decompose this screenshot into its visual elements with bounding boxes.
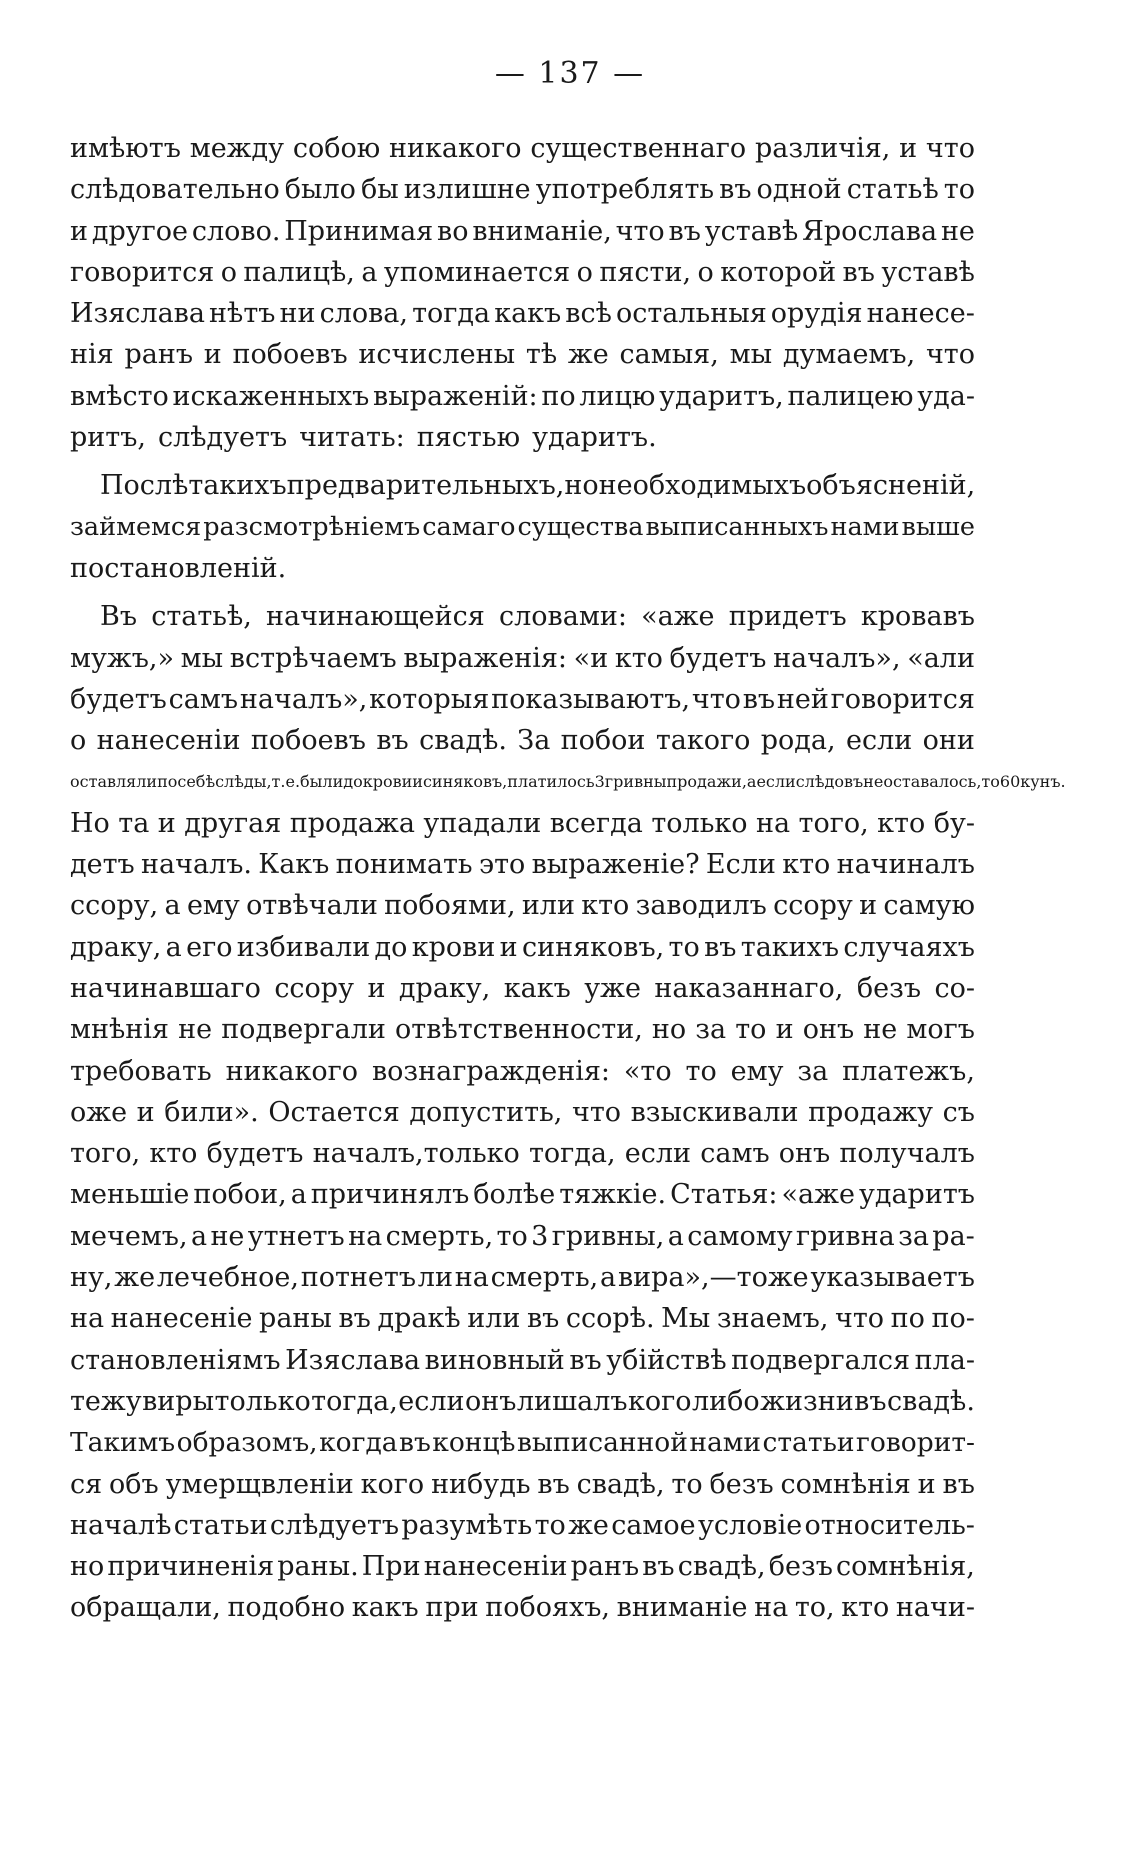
text-line: становленіямъ Изяслава виновный въ убійствѣ подвергался пла- (70, 1344, 975, 1376)
text-line: ритъ, слѣдуетъ читать: пястью ударитъ. (70, 422, 657, 454)
text-line: Въ статьѣ, начинающейся словами: «аже придетъ кровавъ (100, 601, 975, 633)
body-text (70, 128, 1066, 1629)
text-line: займемся разсмотрѣніемъ самаго существа выписанныхъ нами выше (70, 511, 975, 542)
text-line: обращали, подобно какъ при побояхъ, вниманіе на то, кто начи- (70, 1592, 975, 1624)
text-line: вмѣсто искаженныхъ выраженій: по лицю ударитъ, палицею уда- (70, 380, 975, 412)
text-line: началѣ статьи слѣдуетъ разумѣть то же самое условіе относитель- (70, 1509, 975, 1541)
text-line: будетъ самъ началъ», которыя показываютъ, что въ ней говорится (70, 683, 975, 715)
text-line: о нанесеніи побоевъ въ свадѣ. За побои такого рода, если они (70, 725, 975, 757)
text-line: оставляли по себѣ слѣды, т. е. были до крови и синяковъ, платилось 3 гривны продажи, а если слѣдовъ не оставалось, то 60 кунъ. (70, 772, 1066, 792)
text-line: Но та и другая продажа упадали всегда только на того, кто бу- (70, 807, 975, 839)
text-line: имѣютъ между собою никакого существеннаго различія, и что (70, 133, 975, 164)
text-line: ну, же лечебное, потнетъ ли на смерть, а вира»,—тоже указываетъ (70, 1262, 975, 1294)
text-line: на нанесеніе раны въ дракѣ или въ ссорѣ. Мы знаемъ, что по по- (70, 1303, 975, 1335)
text-line: мечемъ, а не утнетъ на смерть, то 3 гривны, а самому гривна за ра- (70, 1220, 975, 1252)
text-line: слѣдовательно было бы излишне употреблять въ одной статьѣ то (70, 174, 975, 206)
text-line: ся объ умерщвленіи кого нибудь въ свадѣ, то безъ сомнѣнія и въ (70, 1468, 975, 1500)
text-line: постановленій. (70, 552, 287, 584)
text-line: начинавшаго ссору и драку, какъ уже наказаннаго, безъ со- (70, 972, 975, 1004)
page-number: — 137 — (494, 56, 646, 91)
text-line: требовать никакого вознагражденія: «то то ему за платежъ, (70, 1055, 975, 1087)
text-line: драку, а его избивали до крови и синяковъ, то въ такихъ случаяхъ (70, 931, 975, 963)
text-line: меньшіе побои, а причинялъ болѣе тяжкіе. Статья: «аже ударитъ (70, 1179, 975, 1211)
text-line: но причиненія раны. При нанесеніи ранъ въ свадѣ, безъ сомнѣнія, (70, 1551, 975, 1583)
text-line: Послѣ такихъ предварительныхъ, но необходимыхъ объясненій, (100, 470, 976, 502)
text-line: нія ранъ и побоевъ исчислены тѣ же самыя, мы думаемъ, что (70, 339, 975, 371)
text-line: мнѣнія не подвергали отвѣтственности, но за то и онъ не могъ (70, 1014, 975, 1046)
text-line: оже и били». Остается допустить, что взыскивали продажу съ (70, 1096, 975, 1128)
text-line: тежу виры только тогда, если онъ лишалъ кого либо жизни въ свадѣ. (70, 1385, 975, 1417)
text-line: ссору, а ему отвѣчали побоями, или кто заводилъ ссору и самую (70, 890, 975, 922)
text-line: мужъ,» мы встрѣчаемъ выраженія: «и кто будетъ началъ», «али (70, 642, 975, 674)
text-line: и другое слово. Принимая во вниманіе, что въ уставѣ Ярослава не (70, 215, 975, 247)
text-line: того, кто будетъ началъ,только тогда, если самъ онъ получалъ (70, 1138, 975, 1170)
text-line: Такимъ образомъ, когда въ концѣ выписанной нами статьи говорит- (70, 1427, 975, 1459)
text-line: говорится о палицѣ, а упоминается о пясти, о которой въ уставѣ (70, 256, 975, 288)
text-line: детъ началъ. Какъ понимать это выраженіе? Если кто начиналъ (70, 849, 975, 881)
text-line: Изяслава нѣтъ ни слова, тогда какъ всѣ остальныя орудія нанесе- (70, 298, 975, 330)
